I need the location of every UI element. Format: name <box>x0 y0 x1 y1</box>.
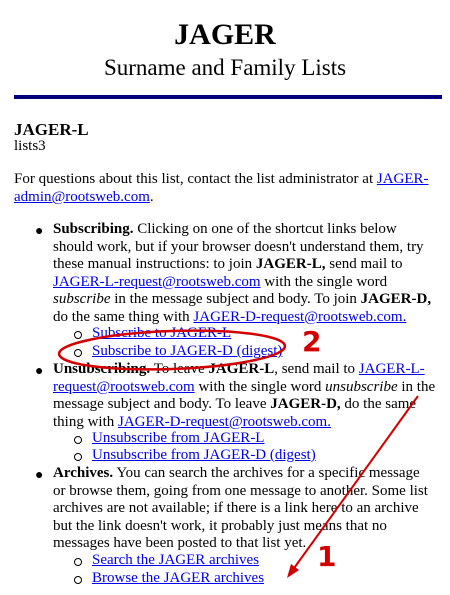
admin-email-link[interactable]: JAGER-admin@rootsweb.com <box>14 171 429 205</box>
bullet-subscribing: ● <box>35 224 44 239</box>
subscribing-line-1: Clicking on one of the shortcut links below <box>133 221 397 237</box>
subscribe-l-email-link[interactable]: JAGER-L-request@rootsweb.com <box>53 273 261 290</box>
unsub-leave-l: JAGER-L <box>208 361 275 377</box>
unsub-text-7: thing with <box>53 413 119 430</box>
list-name: JAGER-L <box>14 120 89 139</box>
subscribing-line-6: do the same thing with <box>53 308 194 325</box>
unsubscribing-heading: Unsubscribing. <box>53 361 151 377</box>
unsub-leave-d: JAGER-D, <box>270 396 341 412</box>
search-archives-link[interactable]: Search the JAGER archives <box>92 552 260 568</box>
archives-line-4: but the link doesn't work, it probably just means that no <box>53 517 387 534</box>
browse-archives-link[interactable]: Browse the JAGER archives <box>92 570 265 586</box>
bullet-archives: ● <box>35 468 44 483</box>
arrow-head-icon <box>287 564 299 578</box>
unsubscribe-l-email-link-a[interactable]: JAGER-L- <box>358 361 425 377</box>
unsubscribe-jager-l-link[interactable]: Unsubscribe from JAGER-L <box>92 430 265 446</box>
page-title: JAGER <box>174 18 276 51</box>
unsub-text-3: with the single word <box>194 378 326 395</box>
archives-line-3: archives are not available; if there is a link here to an archive <box>53 500 419 516</box>
bullet-unsubscribing: ● <box>35 364 44 379</box>
subscribing-join-d: JAGER-D, <box>360 291 432 307</box>
contact-suffix: . <box>149 189 154 205</box>
subscribing-line-5: in the message subject and body. To join <box>110 291 361 307</box>
page-subtitle: Surname and Family Lists <box>103 55 347 80</box>
subscribing-join-l: JAGER-L, <box>255 256 326 272</box>
subscribing-line-4: with the single word <box>264 273 388 290</box>
archives-line-1: You can search the archives for a specific message <box>113 465 420 481</box>
unsub-text-1: To leave <box>150 361 209 377</box>
subscribing-line-3: these manual instructions: to join <box>53 256 256 272</box>
subscribing-heading: Subscribing. <box>53 221 134 237</box>
unsub-text-4: in the <box>397 378 436 395</box>
list-id: lists3 <box>14 138 46 154</box>
subscribe-jager-l-link[interactable]: Subscribe to JAGER-L <box>92 325 232 341</box>
unsub-text-6: do the same <box>340 396 417 412</box>
archives-line-2: or browse them, going from one message to another. Some list <box>53 482 428 499</box>
unsub-text-2: , send mail to <box>274 361 359 377</box>
subscribing-send-mail: send mail to <box>325 256 403 272</box>
subscribe-jager-d-link[interactable]: Subscribe to JAGER-D (digest) <box>92 343 283 359</box>
archives-line-5: messages have been posted to that list yet. <box>53 535 307 551</box>
unsubscribe-d-email-link[interactable]: JAGER-D-request@rootsweb.com. <box>118 413 331 430</box>
highlight-ellipse <box>58 327 285 373</box>
arrow-line <box>292 396 418 571</box>
unsubscribe-jager-d-link[interactable]: Unsubscribe from JAGER-D (digest) <box>92 447 316 463</box>
subscribing-line-2: should work, but if your browser doesn't understand them, try <box>53 238 424 255</box>
annotation-number-1: 1 <box>317 540 337 573</box>
subscribe-d-email-link[interactable]: JAGER-D-request@rootsweb.com. <box>193 308 407 325</box>
annotation-number-2: 2 <box>302 325 322 358</box>
subscribe-word: subscribe <box>53 291 111 307</box>
contact-text: For questions about this list, contact the list administrator at <box>14 171 377 187</box>
unsubscribe-l-email-link-b[interactable]: request@rootsweb.com <box>53 378 195 395</box>
archives-heading: Archives. <box>53 465 114 481</box>
unsub-text-5: message subject and body. To leave <box>53 396 271 412</box>
unsubscribe-word: unsubscribe <box>325 378 398 395</box>
